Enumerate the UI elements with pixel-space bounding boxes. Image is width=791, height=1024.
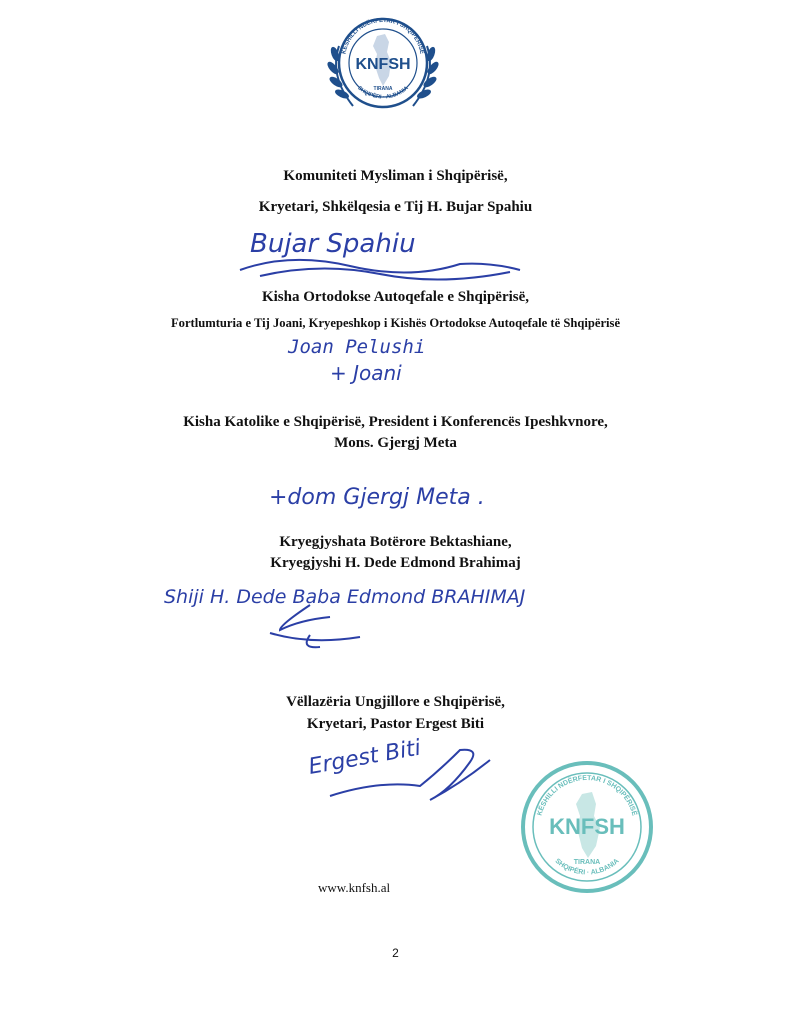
logo-ring-text: KËSHILLI NDËRFETAR I SHQIPËRISË: [341, 17, 425, 55]
stamp-country: SHQIPËRI · ALBANIA: [553, 857, 621, 877]
website-link[interactable]: www.knfsh.al: [318, 880, 391, 895]
stamp-ring-text: KËSHILLI NDËRFETAR I SHQIPËRISË: [536, 774, 638, 817]
signature-text-2: + Joani: [330, 361, 402, 385]
signatory-3-signature: [265, 468, 525, 524]
signature-text: Ergest Biti: [306, 735, 423, 780]
signatory-1-signature: [230, 222, 530, 284]
logo-abbr: KNFSH: [355, 56, 411, 73]
logo-country: SHQIPËRI · ALBANIA: [356, 85, 410, 101]
signatory-1-org: Komuniteti Mysliman i Shqipërisë,: [283, 168, 508, 184]
signatory-3-org: Kisha Katolike e Shqipërisë, President i Konferencës Ipeshkvnore,: [183, 414, 608, 430]
stamp-abbr: KNFSH: [549, 814, 625, 839]
logo-city: TIRANA: [373, 86, 393, 92]
signatory-5-title: Kryetari, Pastor Ergest Biti: [306, 716, 485, 732]
signatory-4-org: Kryegjyshata Botërore Bektashiane,: [279, 534, 512, 550]
knfsh-logo: [323, 6, 443, 121]
signatory-5-signature: [290, 730, 510, 810]
signature-text: Joan Pelushi: [288, 336, 426, 358]
signatory-4-title: Kryegjyshi H. Dede Edmond Brahimaj: [270, 555, 521, 571]
signatory-2-org: Kisha Ortodokse Autoqefale e Shqipërisë,: [261, 289, 530, 305]
signature-text: Shiji H. Dede Baba Edmond BRAHIMAJ: [164, 586, 526, 608]
knfsh-stamp: [512, 752, 662, 902]
signatory-4-signature: [160, 575, 620, 655]
signatory-3-title: Mons. Gjergj Meta: [334, 435, 457, 451]
signature-text: Bujar Spahiu: [250, 229, 416, 259]
page-number: 2: [392, 946, 399, 960]
signatory-2-title: Fortlumturia e Tij Joani, Kryepeshkop i Kishës Ortodokse Autoqefale të Shqipërisë: [170, 316, 621, 330]
signature-text: +dom Gjergj Meta .: [269, 485, 485, 510]
signatory-1-title: Kryetari, Shkëlqesia e Tij H. Bujar Spahiu: [258, 199, 533, 215]
signatory-2-signature: [280, 328, 480, 390]
signatory-5-org: Vëllazëria Ungjillore e Shqipërisë,: [286, 694, 505, 710]
stamp-city: TIRANA: [573, 859, 601, 866]
